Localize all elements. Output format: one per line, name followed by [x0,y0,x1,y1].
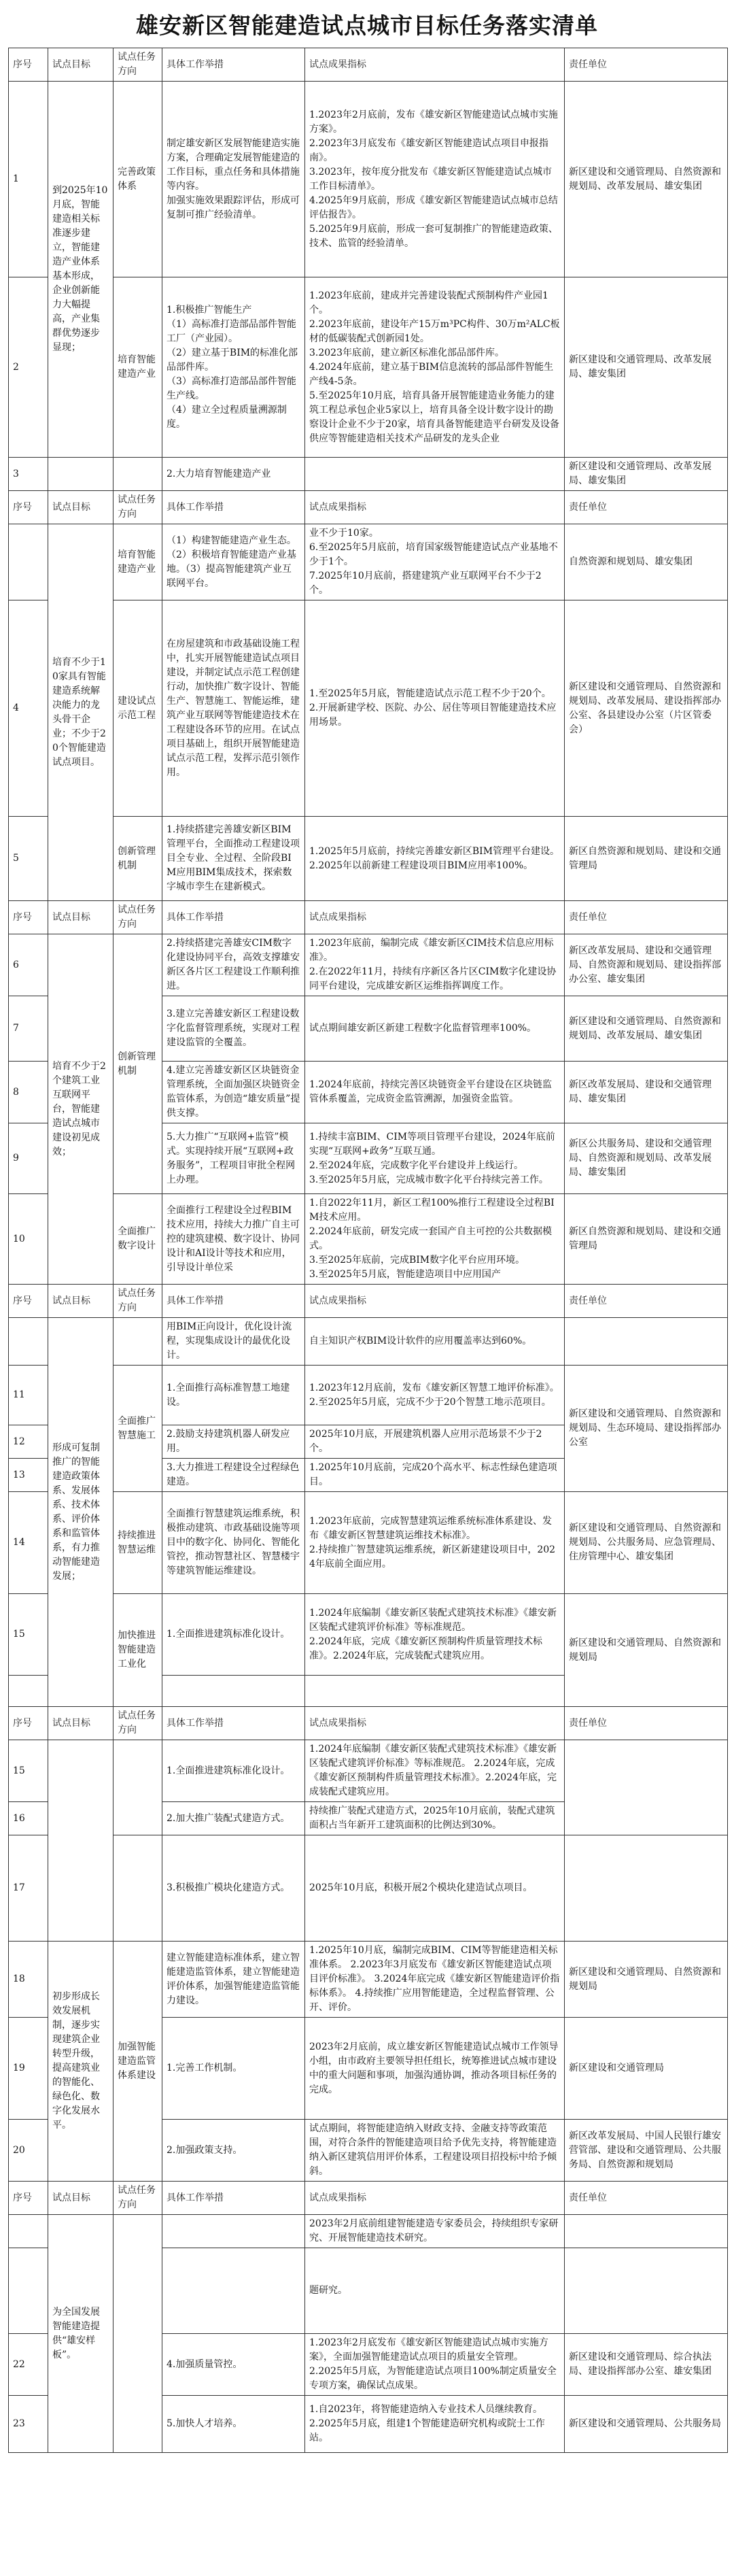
row-no: 9 [9,1123,48,1194]
header-indicators: 试点成果指标 [305,491,565,524]
row-measures: 2.加大推广装配式建造方式。 [162,1802,305,1835]
header-direction: 试点任务方向 [113,1707,162,1740]
row-indicators: 1.持续丰富BIM、CIM等项目管理平台建设，2024年底前实现“互联网+政务”互联互通。 2.至2024年底，完成数字化平台建设并上线运行。 3.至2025年5月底，完成城市数字化平台持续完善工作。 [305,1123,565,1194]
table-row [9,817,728,901]
row-unit: 新区建设和交通管理局、自然资源和规划局、改革发展局、建设指挥部办公室、各县建设办公室（片区管委会） [565,600,728,817]
header-measures: 具体工作举措 [162,901,305,934]
header-measures: 具体工作举措 [162,1707,305,1740]
row-no: 1 [9,82,48,277]
table-row [9,1318,728,1366]
table-row [9,1366,728,1425]
header-unit: 责任单位 [565,491,728,524]
row-no: 13 [9,1459,48,1492]
table-row [9,458,728,491]
row-indicators: 1.至2025年5月底，智能建造试点示范工程不少于20个。 2.开展新建学校、医院、办公、居住等项目智能建造技术应用场景。 [305,600,565,817]
header-goal: 试点目标 [48,491,113,524]
row-indicators: 1.自2022年11月，新区工程100%推行工程建设全过程BIM技术应用。 2.2024年底前，研发完成一套国产自主可控的公共数据模式。 3.至2025年底前，完成BIM数字化平台应用环境。 3.至2025年5月底，智能建造项目中应用国产 [305,1194,565,1285]
row-measures: 2.鼓励支持建筑机器人研发应用。 [162,1425,305,1459]
row-no: 14 [9,1492,48,1594]
row-no: 15 [9,1594,48,1676]
row-indicators: 1.2025年10月底前，完成20个高水平、标志性绿色建造项目。 [305,1459,565,1492]
header-measures: 具体工作举措 [162,1285,305,1318]
table-row [9,1740,728,1802]
table-header-row [9,48,728,82]
row-no: 3 [9,458,48,491]
row-no: 19 [9,2018,48,2120]
row-indicators-blank [305,1676,565,1707]
row-measures: 在房屋建筑和市政基础设施工程中，扎实开展智能建造试点项目建设，并制定试点示范工程创建行动，加快推广数字设计、智能生产、智慧施工、智能运维，建筑产业互联网等智能建造技术在工程建设各环节的应用。在试点项目基础上，组织开展智能建造试点示范工程，发挥示范引领作用。 [162,600,305,817]
row-no: 16 [9,1802,48,1835]
table-header-row [9,1285,728,1318]
row-measures: 5.大力推广“互联网+监管”模式。实现持续开展“互联网+政务服务”，工程项目审批全程网上办理。 [162,1123,305,1194]
row-indicators: 1.2023年2月底发布《雄安新区智能建造试点城市实施方案》，全面加强智能建造试点项目的质量安全管理。 2.2025年5月底，为智能建造试点项目100%制定质量安全专项方案，确保试点成果。 [305,2334,565,2396]
row-no [9,524,48,600]
header-goal: 试点目标 [48,901,113,934]
header-seq: 序号 [9,1707,48,1740]
row-measures: 全面推行工程建设全过程BIM技术应用，持续大力推广自主可控的建筑建模、数字设计、协同设计和AI设计等技术和应用，引导设计单位采 [162,1194,305,1285]
row-measures: 3.大力推进工程建设全过程绿色建造。 [162,1459,305,1492]
row-measures: 2.大力培育智能建造产业 [162,458,305,491]
row-no: 22 [9,2334,48,2396]
header-indicators: 试点成果指标 [305,1285,565,1318]
row-no: 11 [9,1366,48,1425]
row-measures: 1.完善工作机制。 [162,2018,305,2120]
row-measures: 1.全面推行高标准智慧工地建设。 [162,1366,305,1425]
header-unit: 责任单位 [565,1285,728,1318]
row-measures: 1.积极推广智能生产 （1）高标准打造部品部件智能工厂（产业园）。 （2）建立基于BIM的标准化部品部件库。 （3）高标准打造部品部件智能生产线。 （4）建立全过程质量溯源制度。 [162,277,305,458]
row-goal: 为全国发展智能建造提供“雄安样板”。 [48,2215,113,2453]
header-seq: 序号 [9,901,48,934]
row-indicators: 1.2023年底前，建成并完善建设装配式预制构件产业园1个。 2.2023年底前，建设年产15万m³PC构件、30万m²ALC板材的低碳装配式创新园1处。 3.2023年底前，建立新区标准化部品部件库。 4.2024年底前，建立基于BIM信息流转的部品部件智能生产线4-5条。 5.至2025年10月底，培育具备开展智能建造业务能力的建筑工程总承包企业5家以上，培育具备全设计数字设计的勘察设计企业不少于20家，培育具备智能建造平台研发及设备供应等智能建造相关技术产品研发的龙头企业 [305,277,565,458]
table-row [9,1942,728,2018]
header-direction: 试点任务方向 [113,48,162,82]
row-no: 18 [9,1942,48,2018]
row-indicators: 1.2023年底前，完成智慧建筑运维系统标准体系建设、发布《雄安新区智慧建筑运维技术标准》。 2.持续推广智慧建筑运维系统，新区新建建设项目中，2024年底前全面应用。 [305,1492,565,1594]
row-measures: 3.积极推广模块化建造方式。 [162,1835,305,1942]
row-indicators: 2025年10月底，积极开展2个模块化建造试点项目。 [305,1835,565,1942]
row-direction: 持续推进智慧运维 [113,1492,162,1594]
header-measures: 具体工作举措 [162,491,305,524]
row-measures: 2.加强政策支持。 [162,2120,305,2182]
header-measures: 具体工作举措 [162,2182,305,2215]
header-goal: 试点目标 [48,1285,113,1318]
row-indicators: 业不少于10家。 6.至2025年5月底前，培育国家级智能建造试点产业基地不少于1个。 7.2025年10月底前，搭建建筑产业互联网平台不少于2个。 [305,524,565,600]
row-indicators: 题研究。 [305,2248,565,2334]
row-unit [565,1318,728,1366]
row-indicators: 1.2024年底编制《雄安新区装配式建筑技术标准》《雄安新区装配式建筑评价标准》等标准规范。 2.2024年底，完成《雄安新区预制构件质量管理技术标准》。2.2024年底，完成装配式建筑应用。 [305,1740,565,1802]
row-unit: 新区建设和交通管理局、改革发展局、雄安集团 [565,277,728,458]
row-no: 5 [9,817,48,901]
row-unit: 新区自然资源和规划局、建设和交通管理局 [565,1194,728,1285]
row-measures: 4.建立完善雄安新区区块链资金管理系统，全面加强区块链资金监管体系，为创造“雄安质量”提供支撑。 [162,1062,305,1123]
row-measures: 1.全面推进建筑标准化设计。 [162,1594,305,1676]
row-measures: 制定雄安新区发展智能建造实施方案，合理确定发展智能建造的工作目标，重点任务和具体措施等内容。 加强实施效果跟踪评估，形成可复制可推广经验清单。 [162,82,305,277]
row-unit: 新区建设和交通管理局、自然资源和规划局、生态环境局、建设指挥部办公室 [565,1366,728,1492]
row-direction: 培育智能建造产业 [113,277,162,458]
row-indicators: 1.2025年10月底，编制完成BIM、CIM等智能建造相关标准体系。 2.2023年3月底发布《雄安新区智能建造试点项目评价标准》。 3.2024年底完成《雄安新区智能建造评价指标体系》。 4.持续推广应用智能建造，全过程监督管理、公开、评价。 [305,1942,565,2018]
row-indicators: 试点期间雄安新区新建工程数字化监督管理率100%。 [305,996,565,1062]
row-measures: 1.持续搭建完善雄安新区BIM管理平台，全面推动工程建设项目全专业、全过程、全阶段BIM应用BIM集成技术，探索数字城市孪生在建新模式。 [162,817,305,901]
row-goal: 培育不少于10家具有智能建造系统解决能力的龙头骨干企业；不少于20个智能建造试点项目。 [48,524,113,901]
header-direction: 试点任务方向 [113,2182,162,2215]
header-seq: 序号 [9,1285,48,1318]
table-row [9,1594,728,1676]
row-no: 23 [9,2396,48,2453]
row-indicators: 试点期间，将智能建造纳入财政支持、金融支持等政策范围，对符合条件的智能建造项目给予优先支持，将智能建造纳入新区建筑信用评价体系，工程建设项目招投标中给予倾斜。 [305,2120,565,2182]
header-unit: 责任单位 [565,2182,728,2215]
row-unit: 新区建设和交通管理局、自然资源和规划局 [565,1594,728,1707]
row-unit: 新区建设和交通管理局、改革发展局、雄安集团 [565,458,728,491]
row-indicators [305,458,565,491]
table-header-row [9,2182,728,2215]
row-unit: 新区自然资源和规划局、建设和交通管理局 [565,817,728,901]
row-goal-cont [48,1740,113,1942]
row-measures-blank [162,1676,305,1707]
row-no-blank [9,1676,48,1707]
table-row [9,1835,728,1942]
table-row [9,277,728,458]
table-row [9,524,728,600]
row-indicators: 1.2025年5月底前，持续完善雄安新区BIM管理平台建设。 2.2025年以前新建工程建设项目BIM应用率100%。 [305,817,565,901]
row-indicators: 1.2024年底编制《雄安新区装配式建筑技术标准》《雄安新区装配式建筑评价标准》等标准规范。 2.2024年底，完成《雄安新区预制构件质量管理技术标准》。2.2024年底，完成装配式建筑应用。 [305,1594,565,1676]
header-seq: 序号 [9,491,48,524]
row-measures: 建立智能建造标准体系，建立智能建造监管体系，建立智能建造评价体系，加强智能建造监管能力建设。 [162,1942,305,2018]
row-direction: 创新管理机制 [113,817,162,901]
row-indicators: 2023年2月底前，成立雄安新区智能建造试点城市工作领导小组，由市政府主要领导担任组长，统筹推进试点城市建设中的重大问题和事项，加强沟通协调，推动各项目标任务的完成。 [305,2018,565,2120]
header-goal: 试点目标 [48,2182,113,2215]
row-no: 15 [9,1740,48,1802]
header-unit: 责任单位 [565,48,728,82]
header-goal: 试点目标 [48,48,113,82]
row-indicators: 自主知识产权BIM设计软件的应用覆盖率达到60%。 [305,1318,565,1366]
page-title: 雄安新区智能建造试点城市目标任务落实清单 [136,12,598,39]
row-direction: 创新管理机制 [113,934,162,1194]
header-unit: 责任单位 [565,1707,728,1740]
header-direction: 试点任务方向 [113,1285,162,1318]
row-measures: 3.建立完善雄安新区工程建设数字化监督管理系统，实现对工程建设监管的全覆盖。 [162,996,305,1062]
table-row [9,1194,728,1285]
row-no: 8 [9,1062,48,1123]
header-indicators: 试点成果指标 [305,48,565,82]
row-direction: 培育智能建造产业 [113,524,162,600]
row-goal: 培育不少于2个建筑工业互联网平台，智能建造试点城市建设初见成效； [48,934,113,1285]
row-unit-cont [565,1740,728,1835]
header-indicators: 试点成果指标 [305,901,565,934]
row-indicators: 1.2023年12月底前，发布《雄安新区智慧工地评价标准》。 2.至2025年5月底，完成不少于20个智慧工地示范项目。 [305,1366,565,1425]
row-indicators: 2025年10月底，开展建筑机器人应用示范场景不少于2个。 [305,1425,565,1459]
row-measures: 2.持续搭建完善雄安CIM数字化建设协同平台，高效支撑雄安新区各片区工程建设工作顺利推进。 [162,934,305,996]
row-no [9,2248,48,2334]
task-table [8,48,728,2453]
row-no: 7 [9,996,48,1062]
table-row [9,82,728,277]
row-goal: 初步形成长效发展机制，逐步实现建筑企业转型升级，提高建筑业的智能化、绿色化、数字化发展水平。 [48,1942,113,2182]
row-unit [565,1835,728,1942]
table-row [9,2215,728,2248]
row-no-blank [9,2215,48,2248]
header-direction: 试点任务方向 [113,901,162,934]
row-indicators: 1.自2023年，将智能建造纳入专业技术人员继续教育。 2.2025年5月底，组建1个智能建造研究机构或院士工作站。 [305,2396,565,2453]
row-no: 4 [9,600,48,817]
row-no: 20 [9,2120,48,2182]
row-goal: 形成可复制推广的智能建造政策体系、发展体系、技术体系、评价体系和监管体系，有力推动智能建造发展； [48,1318,113,1707]
row-direction [113,458,162,491]
row-unit: 新区建设和交通管理局、自然资源和规划局、改革发展局、雄安集团 [565,996,728,1062]
row-unit: 自然资源和规划局、雄安集团 [565,524,728,600]
header-measures: 具体工作举措 [162,48,305,82]
header-direction: 试点任务方向 [113,491,162,524]
table-row [9,1492,728,1594]
row-measures: （1）构建智能建造产业生态。（2）积极培育智能建造产业基地。（3）提高智能建筑产业互联网平台。 [162,524,305,600]
table-header-row [9,491,728,524]
row-unit: 新区建设和交通管理局、综合执法局、建设指挥部办公室、雄安集团 [565,2334,728,2396]
row-unit: 新区建设和交通管理局、自然资源和规划局、公共服务局、应急管理局、住房管理中心、雄安集团 [565,1492,728,1594]
table-row [9,600,728,817]
row-unit: 新区建设和交通管理局、自然资源和规划局、改革发展局、雄安集团 [565,82,728,277]
table-header-row [9,901,728,934]
header-indicators: 试点成果指标 [305,2182,565,2215]
row-unit-blank [565,2215,728,2248]
row-unit: 新区建设和交通管理局、自然资源和规划局 [565,1942,728,2018]
row-measures: 用BIM正向设计，优化设计流程，实现集成设计的最优化设计。 [162,1318,305,1366]
row-no: 12 [9,1425,48,1459]
row-unit: 新区改革发展局、建设和交通管理局、雄安集团 [565,1062,728,1123]
row-goal: 到2025年10月底，智能建造相关标准逐步建立，智能建造产业体系基本形成，企业创新能力大幅提高，产业集群优势逐步显现； [48,82,113,458]
row-no: 2 [9,277,48,458]
row-direction-cont [113,1740,162,1835]
row-measures: 5.加快人才培养。 [162,2396,305,2453]
row-direction [113,1835,162,1942]
row-direction: 加强智能建造监管体系建设 [113,1942,162,2182]
row-no: 6 [9,934,48,996]
header-seq: 序号 [9,2182,48,2215]
table-header-row [9,1707,728,1740]
row-indicators: 1.2023年2月底前，发布《雄安新区智能建造试点城市实施方案》。 2.2023年3月底发布《雄安新区智能建造试点项目申报指南》。 3.2023年，按年度分批发布《雄安新区智能建造试点城市工作目标清单》。 4.2025年9月底前，形成《雄安新区智能建造试点城市总结评估报告》。 5.2025年9月底前，形成一套可复制推广的智能建造政策、技术、监管的经验清单。 [305,82,565,277]
row-direction: 全面推广数字设计 [113,1194,162,1285]
row-indicators: 1.2024年底前，持续完善区块链资金平台建设在区块链监管体系覆盖，完成资金监管溯源，加强资金监管。 [305,1062,565,1123]
row-direction: 完善政策体系 [113,82,162,277]
row-direction [113,1318,162,1366]
row-unit: 新区改革发展局、建设和交通管理局、自然资源和规划局、建设指挥部办公室、雄安集团 [565,934,728,996]
row-measures: 全面推行智慧建筑运维系统，积极推动建筑、市政基础设施等项目中的数字化、协同化、智能化管控，推动智慧社区、智慧楼宇等建筑智能运维建设。 [162,1492,305,1594]
header-unit: 责任单位 [565,901,728,934]
row-unit [565,2248,728,2334]
row-goal-cont [48,458,113,491]
row-direction: 建设试点示范工程 [113,600,162,817]
header-seq: 序号 [9,48,48,82]
row-direction [113,2215,162,2453]
row-unit: 新区改革发展局、中国人民银行雄安营管部、建设和交通管理局、公共服务局、自然资源和规划局 [565,2120,728,2182]
row-no: 17 [9,1835,48,1942]
row-no: 10 [9,1194,48,1285]
row-unit: 新区建设和交通管理局、公共服务局 [565,2396,728,2453]
row-direction: 加快推进智能建造工业化 [113,1594,162,1707]
row-indicators: 2023年2月底前组建智能建造专家委员会，持续组织专家研究、开展智能建造技术研究。 [305,2215,565,2248]
header-indicators: 试点成果指标 [305,1707,565,1740]
row-indicators: 1.2023年底前，编制完成《雄安新区CIM技术信息应用标准》。 2.在2022年11月，持续有序新区各片区CIM数字化建设协同平台建设，完成雄安新区运维指挥调度工作。 [305,934,565,996]
row-measures-blank [162,2215,305,2248]
row-measures: 1.全面推进建筑标准化设计。 [162,1740,305,1802]
header-goal: 试点目标 [48,1707,113,1740]
row-direction: 全面推广智慧施工 [113,1366,162,1492]
row-unit: 新区公共服务局、建设和交通管理局、自然资源和规划局、改革发展局、雄安集团 [565,1123,728,1194]
row-indicators: 持续推广装配式建造方式，2025年10月底前，装配式建筑面积占当年新开工建筑面积的比例达到30%。 [305,1802,565,1835]
row-unit: 新区建设和交通管理局 [565,2018,728,2120]
row-measures: 4.加强质量管控。 [162,2334,305,2396]
row-no [9,1318,48,1366]
row-measures [162,2248,305,2334]
table-row [9,934,728,996]
